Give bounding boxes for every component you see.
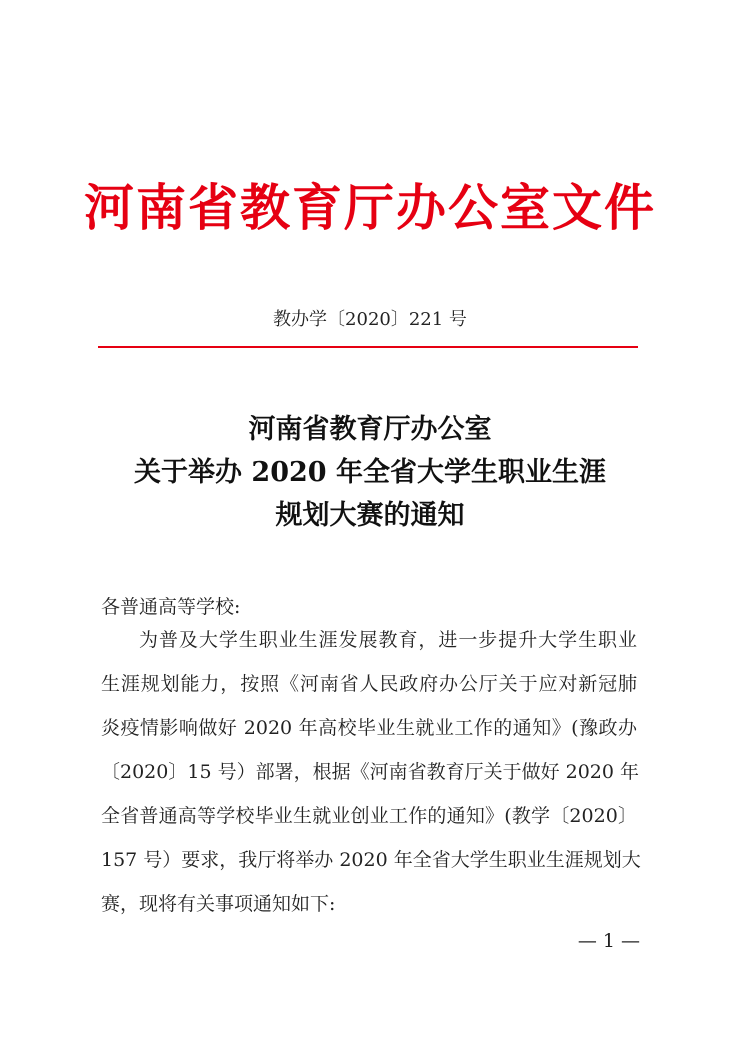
body-line-3: 炎疫情影响做好 2020 年高校毕业生就业工作的通知》(豫政办 (101, 717, 637, 739)
salutation: 各普通高等学校: (101, 596, 241, 618)
title-line-2: 关于举办 2020 年全省大学生职业生涯 (134, 457, 606, 488)
body-line-4: 〔2020〕15 号）部署，根据《河南省教育厅关于做好 2020 年 (101, 761, 640, 783)
page-number: — 1 — (577, 930, 640, 952)
body-line-1: 为普及大学生职业生涯发展教育，进一步提升大学生职业 (139, 629, 637, 651)
masthead-title: 河南省教育厅办公室文件 (84, 178, 656, 237)
red-divider-line (98, 346, 638, 348)
body-line-6: 157 号）要求，我厅将举办 2020 年全省大学生职业生涯规划大 (101, 849, 641, 871)
title-line-3: 规划大赛的通知 (275, 500, 465, 531)
body-line-7: 赛，现将有关事项通知如下: (101, 893, 336, 915)
document-number: 教办学〔2020〕221 号 (273, 309, 467, 330)
title-line-1: 河南省教育厅办公室 (248, 414, 492, 445)
body-line-5: 全省普通高等学校毕业生就业创业工作的通知》(教学〔2020〕 (101, 805, 637, 827)
body-line-2: 生涯规划能力，按照《河南省人民政府办公厅关于应对新冠肺 (101, 673, 637, 695)
notice-title (0, 408, 740, 537)
